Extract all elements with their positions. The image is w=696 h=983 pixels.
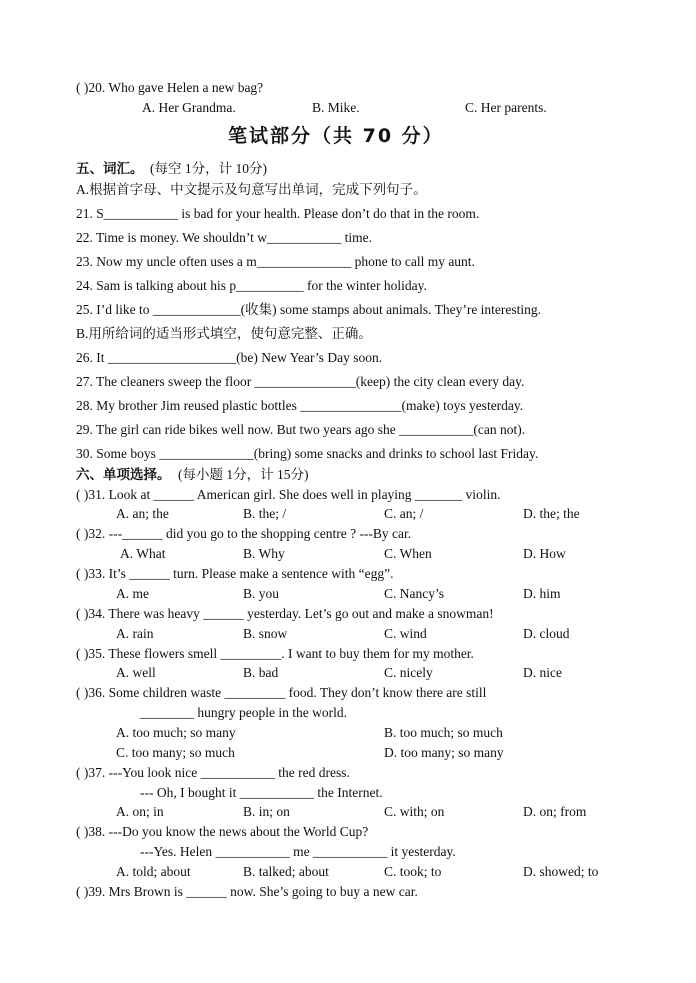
option: A. rain	[116, 626, 154, 641]
question-36: ( )36. Some children waste _________ food. They don’t know there are still	[76, 685, 487, 700]
question-32: ( )32. ---______ did you go to the shopping centre ? ---By car.	[76, 526, 412, 541]
instruction-a: A.根据首字母、中文提示及句意写出单词，完成下列句子。	[76, 182, 427, 197]
option: A. well	[116, 665, 156, 680]
option: B. Mike.	[312, 100, 360, 115]
option: C. an; /	[384, 506, 424, 521]
option: C. wind	[384, 626, 427, 641]
section-heading: 五、词汇。	[76, 161, 144, 176]
option: D. him	[523, 586, 561, 601]
option: C. too many; so much	[116, 745, 235, 760]
question-39: ( )39. Mrs Brown is ______ now. She’s going to buy a new car.	[76, 884, 418, 899]
option: A. on; in	[116, 804, 164, 819]
question-23: 23. Now my uncle often uses a m______________ phone to call my aunt.	[76, 254, 475, 269]
option: B. bad	[243, 665, 279, 680]
option: B. the; /	[243, 506, 287, 521]
question-36-cont: ________ hungry people in the world.	[140, 705, 347, 720]
question-24: 24. Sam is talking about his p__________ for the winter holiday.	[76, 278, 427, 293]
question-34: ( )34. There was heavy ______ yesterday. Let’s go out and make a snowman!	[76, 606, 494, 621]
question-35: ( )35. These flowers smell _________. I want to buy them for my mother.	[76, 646, 474, 661]
section-heading: 六、单项选择。	[76, 467, 171, 482]
option: D. cloud	[523, 626, 570, 641]
question-27: 27. The cleaners sweep the floor _______________(keep) the city clean every day.	[76, 374, 525, 389]
question-25: 25. I’d like to _____________(收集) some stamps about animals. They’re interesting.	[76, 302, 542, 317]
question-31: ( )31. Look at ______ American girl. She does well in playing _______ violin.	[76, 487, 501, 502]
option: D. too many; so many	[384, 745, 504, 760]
question-28: 28. My brother Jim reused plastic bottles _______________(make) toys yesterday.	[76, 398, 524, 413]
option: C. Her parents.	[465, 100, 547, 115]
section-score: (每小题 1分，计 15分)	[178, 467, 309, 482]
option: D. the; the	[523, 506, 580, 521]
section-title: 笔试部分（共 70 分）	[228, 125, 444, 147]
option: C. Nancy’s	[384, 586, 444, 601]
option: C. nicely	[384, 665, 433, 680]
question-33: ( )33. It’s ______ turn. Please make a sentence with “egg”.	[76, 566, 394, 581]
option: B. in; on	[243, 804, 290, 819]
option: B. you	[243, 586, 280, 601]
option: C. with; on	[384, 804, 445, 819]
option: D. How	[523, 546, 566, 561]
option: C. When	[384, 546, 432, 561]
option: A. too much; so many	[116, 725, 236, 740]
question-20: ( )20. Who gave Helen a new bag?	[76, 80, 264, 95]
option: A. Her Grandma.	[142, 100, 236, 115]
question-26: 26. It ___________________(be) New Year’s Day soon.	[76, 350, 383, 365]
option: B. Why	[243, 546, 285, 561]
option: A. What	[120, 546, 166, 561]
option: D. showed; to	[523, 864, 599, 879]
question-22: 22. Time is money. We shouldn’t w___________ time.	[76, 230, 373, 245]
question-37-cont: --- Oh, I bought it ___________ the Internet.	[140, 785, 383, 800]
question-38-cont: ---Yes. Helen ___________ me ___________ it yesterday.	[140, 844, 456, 859]
question-30: 30. Some boys ______________(bring) some snacks and drinks to school last Friday.	[76, 446, 539, 461]
option: B. too much; so much	[384, 725, 503, 740]
option: C. took; to	[384, 864, 442, 879]
question-21: 21. S___________ is bad for your health. Please don’t do that in the room.	[76, 206, 480, 221]
option: D. nice	[523, 665, 562, 680]
option: B. snow	[243, 626, 288, 641]
question-37: ( )37. ---You look nice ___________ the red dress.	[76, 765, 350, 780]
option: A. told; about	[116, 864, 191, 879]
question-29: 29. The girl can ride bikes well now. But two years ago she ___________(can not).	[76, 422, 526, 437]
option: D. on; from	[523, 804, 587, 819]
section-score: (每空 1分，计 10分)	[150, 161, 267, 176]
question-38: ( )38. ---Do you know the news about the World Cup?	[76, 824, 369, 839]
option: B. talked; about	[243, 864, 329, 879]
option: A. me	[116, 586, 149, 601]
option: A. an; the	[116, 506, 169, 521]
instruction-b: B.用所给词的适当形式填空，使句意完整、正确。	[76, 326, 372, 341]
